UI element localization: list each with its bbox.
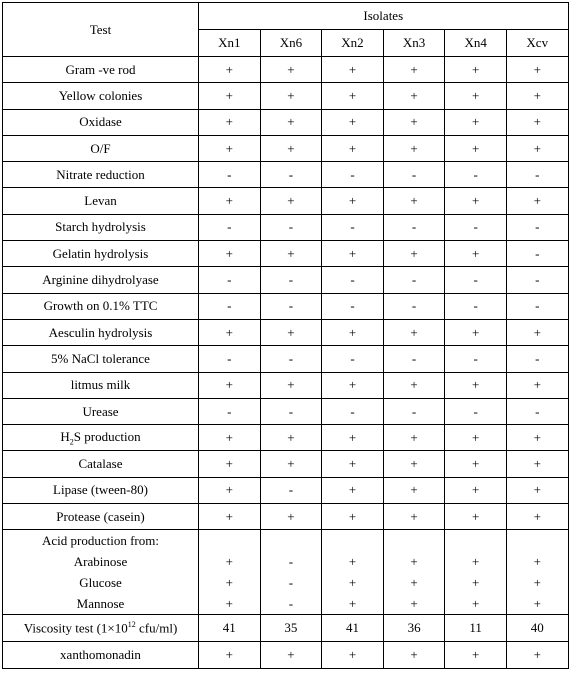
result-cell: + <box>225 595 233 611</box>
result-cell: + <box>260 188 322 214</box>
table-row <box>3 135 569 161</box>
sugar-name: Glucose <box>79 574 122 590</box>
result-cell: + <box>506 477 568 503</box>
result-cell: + <box>472 553 480 569</box>
result-cell: + <box>410 574 418 590</box>
result-cell: + <box>410 553 418 569</box>
result-cell: - <box>445 293 507 319</box>
result-cell: + <box>322 83 384 109</box>
spacer <box>228 532 231 550</box>
test-name: Starch hydrolysis <box>3 214 199 240</box>
result-cell: + <box>383 109 445 135</box>
result-cell: - <box>506 214 568 240</box>
result-cell: + <box>322 135 384 161</box>
result-cell: - <box>383 398 445 424</box>
result-cell: + <box>199 504 261 530</box>
result-cell: + <box>506 641 568 668</box>
result-cell: + <box>445 188 507 214</box>
result-cell: + <box>260 451 322 477</box>
test-name: 5% NaCl tolerance <box>3 346 199 372</box>
table-row <box>3 477 569 503</box>
isolate-characteristics-table <box>2 2 569 669</box>
result-cell: - <box>199 162 261 188</box>
viscosity-value: 40 <box>506 615 568 641</box>
table-row <box>3 398 569 424</box>
viscosity-test-name <box>3 615 199 641</box>
result-cell: + <box>383 477 445 503</box>
result-cell: - <box>383 346 445 372</box>
result-cell: - <box>383 267 445 293</box>
result-cell: + <box>199 109 261 135</box>
table-row-acid-production <box>3 530 569 615</box>
result-cell: + <box>506 188 568 214</box>
result-cell: - <box>260 162 322 188</box>
isolate-header-xn3: Xn3 <box>383 30 445 57</box>
result-cell: + <box>322 188 384 214</box>
result-cell: + <box>322 425 384 451</box>
result-cell: + <box>445 477 507 503</box>
test-name: Nitrate reduction <box>3 162 199 188</box>
result-cell: + <box>199 241 261 267</box>
result-cell: + <box>260 319 322 345</box>
result-cell: - <box>383 293 445 319</box>
result-cell: + <box>322 641 384 668</box>
table-row <box>3 346 569 372</box>
isolate-header-xn2: Xn2 <box>322 30 384 57</box>
result-cell: + <box>348 574 357 590</box>
table-row-viscosity <box>3 615 569 641</box>
result-cell: + <box>445 319 507 345</box>
result-cell: - <box>506 241 568 267</box>
table-row <box>3 57 569 83</box>
result-cell: - <box>260 214 322 240</box>
result-cell: - <box>288 595 294 611</box>
result-cell: + <box>383 57 445 83</box>
test-name: Arginine dihydrolyase <box>3 267 199 293</box>
test-name: Levan <box>3 188 199 214</box>
result-cell: - <box>383 214 445 240</box>
result-cell: + <box>322 477 384 503</box>
result-cell: + <box>383 641 445 668</box>
test-name: Oxidase <box>3 109 199 135</box>
table-row <box>3 188 569 214</box>
header-isolates: Isolates <box>199 3 569 30</box>
viscosity-value: 41 <box>322 615 384 641</box>
result-cell: + <box>506 504 568 530</box>
result-cell: + <box>199 83 261 109</box>
result-cell: + <box>322 504 384 530</box>
result-cell: - <box>322 214 384 240</box>
result-cell: + <box>506 109 568 135</box>
result-cell: + <box>506 57 568 83</box>
result-cell: - <box>199 214 261 240</box>
result-cell: + <box>199 641 261 668</box>
result-cell: + <box>445 109 507 135</box>
test-name: Gram -ve rod <box>3 57 199 83</box>
result-cell: + <box>445 451 507 477</box>
result-cell: - <box>199 293 261 319</box>
result-cell: + <box>260 504 322 530</box>
test-name: Yellow colonies <box>3 83 199 109</box>
viscosity-value: 41 <box>199 615 261 641</box>
isolate-header-xn6: Xn6 <box>260 30 322 57</box>
result-cell: + <box>260 57 322 83</box>
result-cell: - <box>322 293 384 319</box>
result-cell: - <box>322 267 384 293</box>
table-row <box>3 319 569 345</box>
result-cell: + <box>260 372 322 398</box>
result-cell: + <box>260 109 322 135</box>
result-cell: + <box>383 83 445 109</box>
test-name: Gelatin hydrolysis <box>3 241 199 267</box>
table-row <box>3 451 569 477</box>
test-name: Aesculin hydrolysis <box>3 319 199 345</box>
result-cell: - <box>260 477 322 503</box>
result-cell: - <box>506 267 568 293</box>
result-cell: - <box>260 293 322 319</box>
sugar-name: Mannose <box>76 595 125 611</box>
result-cell: - <box>260 346 322 372</box>
result-cell: + <box>348 553 357 569</box>
table-row <box>3 109 569 135</box>
viscosity-label-suffix: cfu/ml) <box>135 620 178 636</box>
result-cell: + <box>348 595 357 611</box>
result-cell: + <box>445 504 507 530</box>
result-cell: - <box>322 398 384 424</box>
result-cell: + <box>225 574 233 590</box>
result-cell: - <box>322 346 384 372</box>
result-cell: + <box>383 188 445 214</box>
result-cell: + <box>199 451 261 477</box>
result-cell: + <box>445 57 507 83</box>
result-cell: + <box>322 372 384 398</box>
isolate-header-xn1: Xn1 <box>199 30 261 57</box>
result-cell: + <box>260 83 322 109</box>
acid-result-cell <box>445 530 507 615</box>
result-cell: + <box>445 641 507 668</box>
result-cell: + <box>506 83 568 109</box>
result-cell: - <box>288 574 294 590</box>
test-name <box>3 425 199 451</box>
result-cell: + <box>506 135 568 161</box>
spacer <box>289 532 292 550</box>
test-name: Lipase (tween-80) <box>3 477 199 503</box>
isolate-header-xcv: Xcv <box>506 30 568 57</box>
result-cell: - <box>506 293 568 319</box>
header-test: Test <box>3 3 199 57</box>
spacer <box>412 532 415 550</box>
result-cell: + <box>199 135 261 161</box>
test-name: xanthomonadin <box>3 641 199 668</box>
result-cell: + <box>445 135 507 161</box>
result-cell: + <box>322 241 384 267</box>
result-cell: + <box>199 372 261 398</box>
result-cell: - <box>445 267 507 293</box>
table-row <box>3 293 569 319</box>
result-cell: + <box>383 319 445 345</box>
result-cell: + <box>383 372 445 398</box>
table-row <box>3 162 569 188</box>
acid-title: Acid production from: <box>42 532 159 548</box>
table-row-xanthomonadin <box>3 641 569 668</box>
test-name: litmus milk <box>3 372 199 398</box>
result-cell: - <box>199 398 261 424</box>
result-cell: + <box>199 57 261 83</box>
acid-result-cell <box>506 530 568 615</box>
result-cell: + <box>445 425 507 451</box>
result-cell: + <box>260 135 322 161</box>
acid-result-cell <box>322 530 384 615</box>
result-cell: + <box>445 372 507 398</box>
viscosity-value: 36 <box>383 615 445 641</box>
table-row <box>3 504 569 530</box>
table-row <box>3 241 569 267</box>
result-cell: + <box>410 595 418 611</box>
test-name: Urease <box>3 398 199 424</box>
result-cell: + <box>322 319 384 345</box>
result-cell: + <box>383 241 445 267</box>
result-cell: - <box>199 346 261 372</box>
acid-result-cell <box>383 530 445 615</box>
result-cell: + <box>322 109 384 135</box>
isolate-header-xn4: Xn4 <box>445 30 507 57</box>
result-cell: - <box>199 267 261 293</box>
test-name-subscript: 2 <box>69 437 74 447</box>
result-cell: + <box>506 425 568 451</box>
spacer <box>474 532 477 550</box>
result-cell: + <box>533 553 541 569</box>
result-cell: + <box>322 57 384 83</box>
result-cell: + <box>533 574 541 590</box>
table-row <box>3 214 569 240</box>
result-cell: + <box>199 188 261 214</box>
test-name: Growth on 0.1% TTC <box>3 293 199 319</box>
result-cell: + <box>260 641 322 668</box>
result-cell: + <box>383 451 445 477</box>
result-cell: + <box>506 372 568 398</box>
result-cell: - <box>445 398 507 424</box>
viscosity-value: 35 <box>260 615 322 641</box>
table-row <box>3 425 569 451</box>
result-cell: - <box>260 398 322 424</box>
viscosity-label-exponent: 12 <box>127 619 136 629</box>
result-cell: + <box>225 553 233 569</box>
result-cell: + <box>260 241 322 267</box>
result-cell: + <box>260 425 322 451</box>
table-row <box>3 83 569 109</box>
acid-result-cell <box>260 530 322 615</box>
result-cell: + <box>445 83 507 109</box>
result-cell: - <box>322 162 384 188</box>
result-cell: - <box>445 162 507 188</box>
result-cell: - <box>445 214 507 240</box>
result-cell: + <box>445 241 507 267</box>
table-row <box>3 267 569 293</box>
result-cell: + <box>506 451 568 477</box>
result-cell: - <box>260 267 322 293</box>
result-cell: + <box>383 504 445 530</box>
result-cell: + <box>199 477 261 503</box>
result-cell: - <box>383 162 445 188</box>
result-cell: + <box>533 595 541 611</box>
result-cell: + <box>383 135 445 161</box>
result-cell: + <box>472 595 480 611</box>
result-cell: + <box>199 319 261 345</box>
result-cell: + <box>383 425 445 451</box>
test-name-prefix: H <box>60 429 70 444</box>
viscosity-value: 11 <box>445 615 507 641</box>
result-cell: + <box>199 425 261 451</box>
result-cell: - <box>506 398 568 424</box>
result-cell: + <box>506 319 568 345</box>
test-name-suffix: S production <box>73 429 141 444</box>
result-cell: - <box>506 346 568 372</box>
spacer <box>351 532 354 550</box>
result-cell: + <box>472 574 480 590</box>
test-name: Protease (casein) <box>3 504 199 530</box>
viscosity-label-prefix: Viscosity test (1×10 <box>23 620 128 636</box>
result-cell: + <box>322 451 384 477</box>
result-cell: - <box>506 162 568 188</box>
table-row <box>3 372 569 398</box>
test-name: Catalase <box>3 451 199 477</box>
spacer <box>536 532 539 550</box>
test-name: O/F <box>3 135 199 161</box>
acid-test-name <box>3 530 199 615</box>
acid-result-cell <box>199 530 261 615</box>
result-cell: - <box>288 553 294 569</box>
sugar-name: Arabinose <box>73 553 128 569</box>
result-cell: - <box>445 346 507 372</box>
